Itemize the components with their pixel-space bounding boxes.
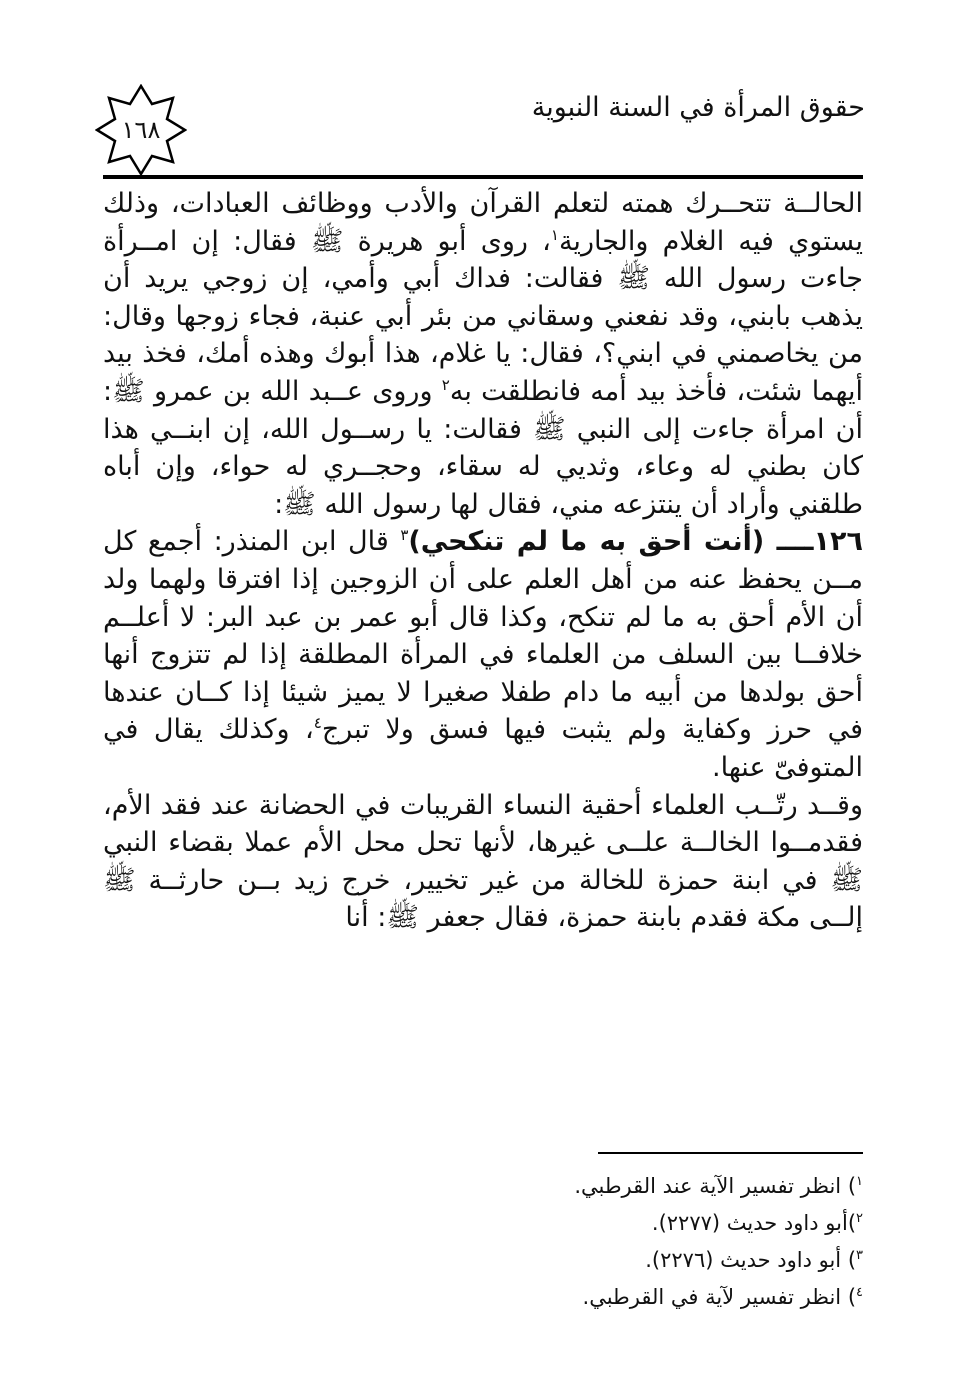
hadith-number: ١٢٦ــــ	[764, 526, 863, 558]
page-header	[95, 70, 865, 170]
footnote-number: ٤	[856, 1285, 863, 1300]
text-segment: وروى عــبد الله بن عمرو ﷺ: أن امرأة جاءت إلى النبي ﷺ فقالت: يا رســول الله، إن ابنــي هذا كان بطني له وعاء، وثديي له سقاء، وحجــري له حواء، وإن أباه طلقني وأراد أن ينتزعه مني، فقال لها رسول الله ﷺ:	[103, 375, 863, 520]
hadith-text: (أنت أحق به ما لم تنكحي)	[408, 526, 765, 558]
paragraph-2	[103, 523, 863, 786]
footnote-2: $^٢$)أبو داود حديث (٢٢٧٧).	[651, 1211, 863, 1235]
header-divider	[103, 175, 863, 179]
footnote-divider	[598, 1152, 863, 1154]
footnote-text: انظر تفسير الآية عند القرطبي.	[574, 1174, 848, 1198]
paragraph-1	[103, 185, 863, 523]
footnote-1: $^١$) انظر تفسير الآية عند القرطبي.	[574, 1174, 863, 1198]
footnote-3: $^٣$) أبو داود حديث (٢٢٧٦).	[645, 1248, 863, 1272]
footnote-number: ١	[856, 1174, 863, 1189]
footnote-text: أبو داود حديث (٢٢٧٦).	[645, 1248, 848, 1272]
page-number: ١٦٨	[121, 116, 161, 144]
text-segment: قال ابن المنذر: أجمع كل مــن يحفظ عنه من أهل العلم على أن الزوجين إذا افترقا ولهما ولد أن الأم أحق به ما لم تنكح، وكذا قال أبو عمر بن عبد البر: لا أعلــم خلافــا بين السلف من العلماء في المرأة المطلقة إذا لم تتزوج أنها أحق بولدها من أبيه ما دام طفلا صغيرا لا يميز شيئا إذا كــان عندها في حرز وكفاية ولم يثبت فيها فسق ولا تبرج	[103, 526, 863, 746]
text-segment: الحالــة تتحــرك همته لتعلم القرآن والأدب ووظائف العبادات، وذلك يستوي فيه الغلام والجارية	[103, 188, 863, 257]
main-text	[103, 185, 863, 937]
footnote-ref: ٢	[441, 375, 450, 394]
footnote-4: $^٤$) انظر تفسير لآية في القرطبي.	[582, 1285, 863, 1309]
footnotes	[574, 1168, 863, 1316]
footnote-ref: ٤	[313, 714, 322, 733]
text-segment: ، وكذلك يقال في المتوفىّ عنها.	[103, 714, 863, 783]
footnote-text: انظر تفسير لآية في القرطبي.	[582, 1285, 848, 1309]
footnote-number: ٣	[856, 1248, 863, 1263]
footnote-text: أبو داود حديث (٢٢٧٧).	[651, 1211, 848, 1235]
text-segment: ، روى أبو هريرة ﷺ فقال: إن امــرأة جاءت رسول الله ﷺ فقالت: فداك أبي وأمي، إن زوجي يريد أن يذهب بابني، وقد نفعني وسقاني من بئر أبي عنبة، فجاء زوجها وقال: من يخاصمني في ابني؟، فقال: يا غلام، هذا أبوك وهذه أمك، فخذ بيد أيهما شئت، فأخذ بيد أمه فانطلقت به	[103, 225, 863, 407]
paragraph-3: وقــد رتّــب العلماء أحقية النساء القريبات في الحضانة عند فقد الأم، فقدمــوا الخالــة علــى غيرها، لأنها تحل محل الأم عملا بقضاء النبي ﷺ في ابنة حمزة للخالة من غير تخيير، خرج زيد بــن حارثــة ﷺ إلــى مكة فقدم بابنة حمزة، فقال جعفر ﷺ: أنا	[103, 789, 863, 934]
footnote-ref: ٣	[400, 526, 409, 545]
footnote-ref: ١	[550, 225, 559, 244]
page-number-badge	[95, 84, 187, 176]
book-title: حقوق المرأة في السنة النبوية	[531, 92, 865, 123]
footnote-number: ٢	[856, 1211, 863, 1226]
